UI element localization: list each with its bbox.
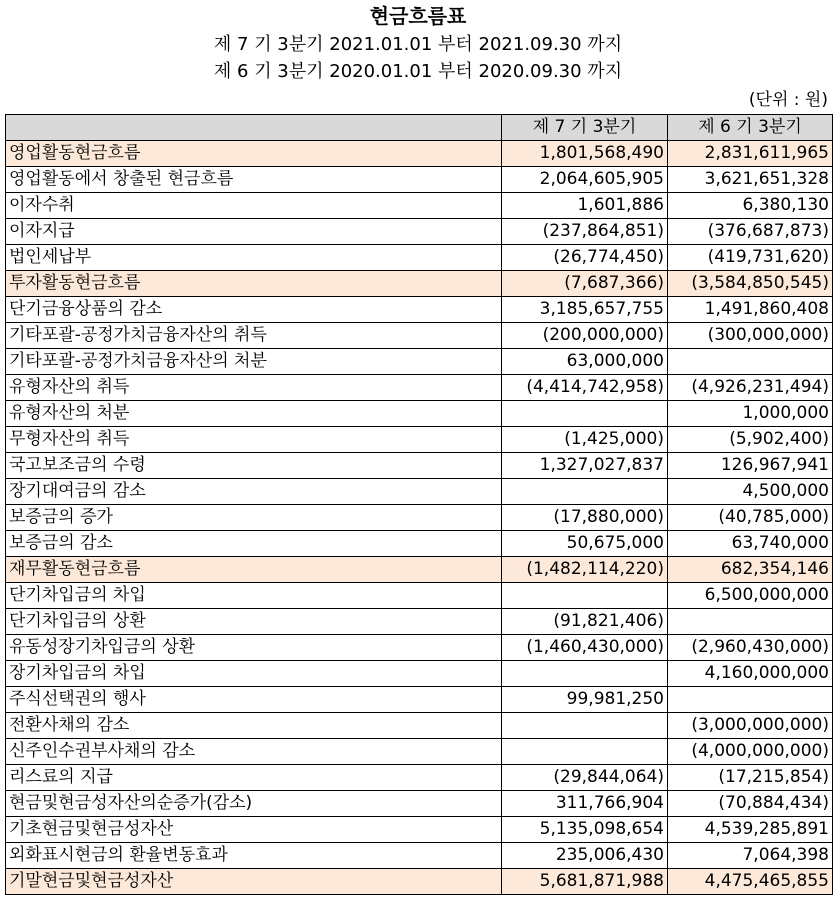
prior-period-value: 2,831,611,965 — [668, 141, 833, 167]
header-item — [6, 115, 502, 141]
table-row — [6, 167, 833, 193]
prior-period-value: (17,215,854) — [668, 765, 833, 791]
table-row — [6, 349, 833, 375]
current-period-value — [502, 739, 668, 765]
prior-period-value: 4,160,000,000 — [668, 661, 833, 687]
row-label: 이자지급 — [6, 219, 502, 245]
table-row — [6, 739, 833, 765]
row-label: 리스료의 지급 — [6, 765, 502, 791]
table-row — [6, 427, 833, 453]
row-label: 국고보조금의 수령 — [6, 453, 502, 479]
prior-period-value: (70,884,434) — [668, 791, 833, 817]
row-label: 기말현금및현금성자산 — [6, 869, 502, 895]
row-label: 신주인수권부사채의 감소 — [6, 739, 502, 765]
row-label: 이자수취 — [6, 193, 502, 219]
prior-period-value: (376,687,873) — [668, 219, 833, 245]
current-period-value — [502, 583, 668, 609]
row-label: 재무활동현금흐름 — [6, 557, 502, 583]
current-period-value: (1,425,000) — [502, 427, 668, 453]
row-label: 유동성장기차입금의 상환 — [6, 635, 502, 661]
table-row — [6, 297, 833, 323]
table-row — [6, 271, 833, 297]
table-body — [6, 141, 833, 895]
prior-period-value — [668, 609, 833, 635]
current-period-value: 5,135,098,654 — [502, 817, 668, 843]
row-label: 단기차입금의 차입 — [6, 583, 502, 609]
current-period-value: (4,414,742,958) — [502, 375, 668, 401]
prior-period-value: (419,731,620) — [668, 245, 833, 271]
current-period-value: (26,774,450) — [502, 245, 668, 271]
table-row — [6, 505, 833, 531]
current-period-value — [502, 661, 668, 687]
unit-label: (단위 : 원) — [748, 90, 828, 110]
prior-period-value: 4,500,000 — [668, 479, 833, 505]
prior-period-value: (40,785,000) — [668, 505, 833, 531]
period-current: 제 7 기 3분기 2021.01.01 부터 2021.09.30 까지 — [213, 34, 623, 55]
row-label: 기타포괄-공정가치금융자산의 취득 — [6, 323, 502, 349]
table-row — [6, 141, 833, 167]
table-row — [6, 323, 833, 349]
current-period-value: 5,681,871,988 — [502, 869, 668, 895]
current-period-value: 1,327,027,837 — [502, 453, 668, 479]
prior-period-value: 6,500,000,000 — [668, 583, 833, 609]
period-prior: 제 6 기 3분기 2020.01.01 부터 2020.09.30 까지 — [213, 61, 623, 82]
current-period-value: (200,000,000) — [502, 323, 668, 349]
prior-period-value: 4,475,465,855 — [668, 869, 833, 895]
header-prior-period: 제 6 기 3분기 — [668, 115, 833, 141]
prior-period-value: (300,000,000) — [668, 323, 833, 349]
table-row — [6, 375, 833, 401]
current-period-value: 2,064,605,905 — [502, 167, 668, 193]
table-row — [6, 765, 833, 791]
current-period-value: (91,821,406) — [502, 609, 668, 635]
prior-period-value: 126,967,941 — [668, 453, 833, 479]
table-row — [6, 531, 833, 557]
row-label: 현금및현금성자산의순증가(감소) — [6, 791, 502, 817]
prior-period-value: 1,000,000 — [668, 401, 833, 427]
prior-period-value: (4,926,231,494) — [668, 375, 833, 401]
prior-period-value: 1,491,860,408 — [668, 297, 833, 323]
prior-period-value: 4,539,285,891 — [668, 817, 833, 843]
row-label: 기타포괄-공정가치금융자산의 처분 — [6, 349, 502, 375]
table-row — [6, 635, 833, 661]
prior-period-value: (2,960,430,000) — [668, 635, 833, 661]
prior-period-value: 3,621,651,328 — [668, 167, 833, 193]
table-row — [6, 245, 833, 271]
current-period-value: 99,981,250 — [502, 687, 668, 713]
current-period-value — [502, 713, 668, 739]
current-period-value: (1,460,430,000) — [502, 635, 668, 661]
table-row — [6, 843, 833, 869]
table-row — [6, 583, 833, 609]
row-label: 외화표시현금의 환율변동효과 — [6, 843, 502, 869]
header-current-period: 제 7 기 3분기 — [502, 115, 668, 141]
current-period-value: 50,675,000 — [502, 531, 668, 557]
prior-period-value: (3,584,850,545) — [668, 271, 833, 297]
table-row — [6, 401, 833, 427]
prior-period-value: (3,000,000,000) — [668, 713, 833, 739]
row-label: 기초현금및현금성자산 — [6, 817, 502, 843]
table-row — [6, 713, 833, 739]
current-period-value: 311,766,904 — [502, 791, 668, 817]
current-period-value: (237,864,851) — [502, 219, 668, 245]
table-row — [6, 219, 833, 245]
table-row — [6, 479, 833, 505]
row-label: 무형자산의 취득 — [6, 427, 502, 453]
prior-period-value — [668, 349, 833, 375]
row-label: 보증금의 증가 — [6, 505, 502, 531]
row-label: 장기차입금의 차입 — [6, 661, 502, 687]
current-period-value: (29,844,064) — [502, 765, 668, 791]
row-label: 주식선택권의 행사 — [6, 687, 502, 713]
row-label: 보증금의 감소 — [6, 531, 502, 557]
page-title: 현금흐름표 — [369, 4, 467, 28]
table-row — [6, 193, 833, 219]
table-row — [6, 661, 833, 687]
prior-period-value — [668, 687, 833, 713]
table-row — [6, 453, 833, 479]
current-period-value: 3,185,657,755 — [502, 297, 668, 323]
prior-period-value: (4,000,000,000) — [668, 739, 833, 765]
table-header-row — [6, 115, 833, 141]
prior-period-value: 6,380,130 — [668, 193, 833, 219]
row-label: 단기차입금의 상환 — [6, 609, 502, 635]
row-label: 법인세납부 — [6, 245, 502, 271]
current-period-value: 1,801,568,490 — [502, 141, 668, 167]
current-period-value: (1,482,114,220) — [502, 557, 668, 583]
prior-period-value: 7,064,398 — [668, 843, 833, 869]
prior-period-value: 63,740,000 — [668, 531, 833, 557]
current-period-value: (17,880,000) — [502, 505, 668, 531]
current-period-value — [502, 479, 668, 505]
table-row — [6, 687, 833, 713]
current-period-value: (7,687,366) — [502, 271, 668, 297]
current-period-value: 1,601,886 — [502, 193, 668, 219]
table-row — [6, 557, 833, 583]
row-label: 유형자산의 취득 — [6, 375, 502, 401]
row-label: 유형자산의 처분 — [6, 401, 502, 427]
current-period-value: 235,006,430 — [502, 843, 668, 869]
table-row — [6, 791, 833, 817]
table-row — [6, 817, 833, 843]
row-label: 장기대여금의 감소 — [6, 479, 502, 505]
row-label: 투자활동현금흐름 — [6, 271, 502, 297]
cash-flow-table — [5, 114, 833, 895]
row-label: 전환사채의 감소 — [6, 713, 502, 739]
table-row — [6, 869, 833, 895]
row-label: 단기금융상품의 감소 — [6, 297, 502, 323]
current-period-value — [502, 401, 668, 427]
prior-period-value: 682,354,146 — [668, 557, 833, 583]
table-row — [6, 609, 833, 635]
prior-period-value: (5,902,400) — [668, 427, 833, 453]
row-label: 영업활동현금흐름 — [6, 141, 502, 167]
current-period-value: 63,000,000 — [502, 349, 668, 375]
row-label: 영업활동에서 창출된 현금흐름 — [6, 167, 502, 193]
